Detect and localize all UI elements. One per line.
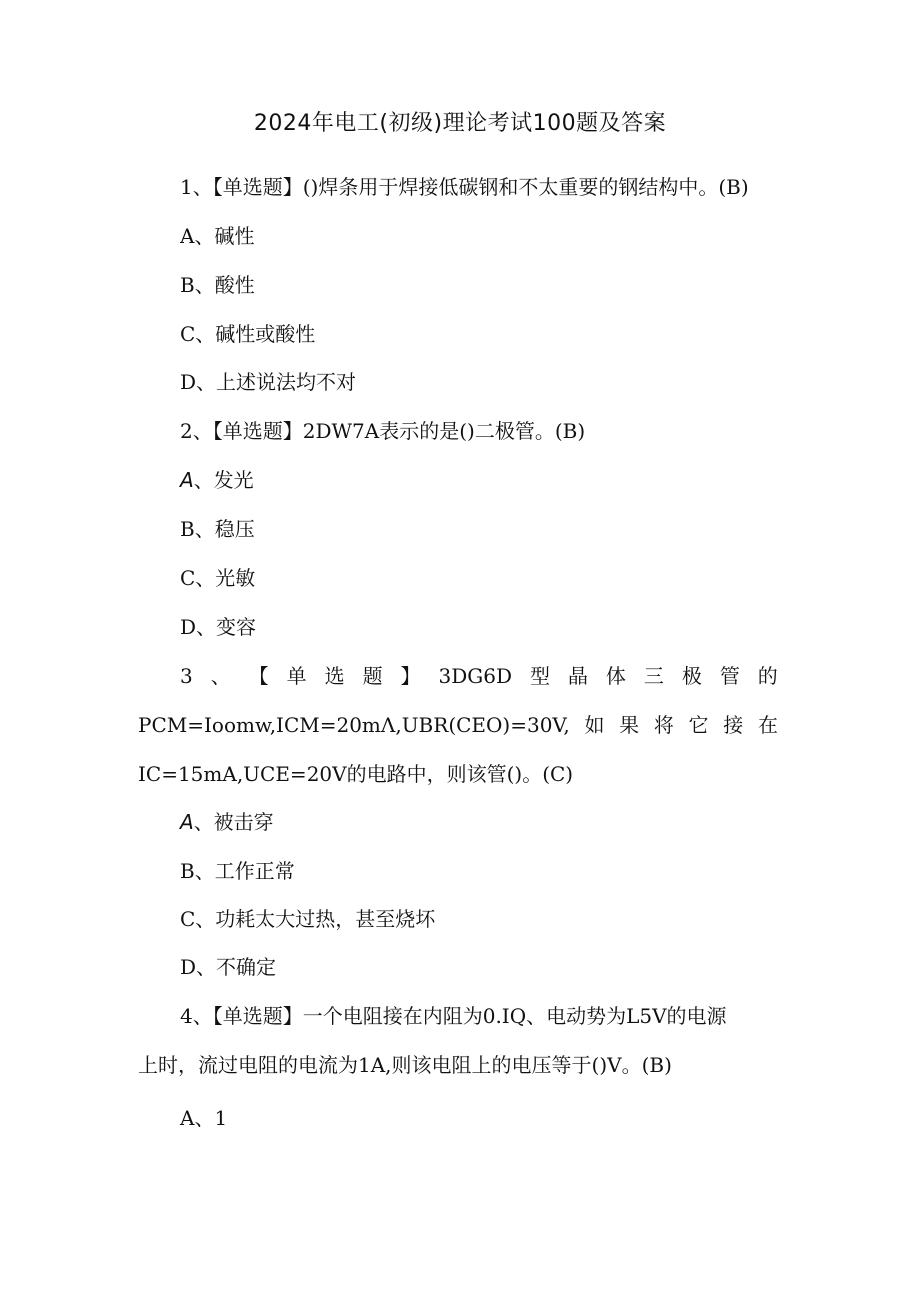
q3-token: 极 bbox=[681, 664, 702, 688]
q3-token: 【 bbox=[248, 664, 269, 688]
q3-token: 晶 bbox=[567, 664, 588, 688]
q3-token: 三 bbox=[643, 664, 664, 688]
q3-token: 接 bbox=[723, 713, 744, 737]
question-2-stem: 2、【单选题】2DW7A表示的是()二极管。(B) bbox=[180, 419, 586, 443]
question-2-option-d: D、变容 bbox=[180, 615, 257, 639]
q3-token: 它 bbox=[688, 713, 709, 737]
question-3-option-c: C、功耗太大过热，甚至烧坏 bbox=[180, 907, 436, 931]
question-2-option-c: C、光敏 bbox=[180, 566, 256, 590]
q3-token: 3DG6D bbox=[438, 664, 513, 688]
question-1-option-c: C、碱性或酸性 bbox=[180, 322, 316, 346]
q3-token: 的 bbox=[757, 664, 778, 688]
q3-token: 如 bbox=[584, 713, 605, 737]
q3-token: 在 bbox=[757, 713, 778, 737]
question-2-option-a bbox=[180, 465, 254, 495]
question-4-stem-line-1: 4、【单选题】一个电阻接在内阻为0.IQ、电动势为L5V的电源 bbox=[180, 1004, 727, 1028]
question-2-option-b: B、稳压 bbox=[180, 517, 255, 541]
question-1-option-d: D、上述说法均不对 bbox=[180, 370, 357, 394]
q3-token: 将 bbox=[653, 713, 674, 737]
question-3-option-a bbox=[180, 807, 274, 837]
question-3-stem-line-2 bbox=[138, 710, 778, 740]
option-text: 、被击穿 bbox=[193, 810, 274, 834]
q3-token: 单 bbox=[286, 664, 307, 688]
q3-token: 果 bbox=[619, 713, 640, 737]
question-3-stem-line-1 bbox=[180, 661, 778, 691]
question-1-option-b: B、酸性 bbox=[180, 273, 255, 297]
question-4-stem-line-2: 上时，流过电阻的电流为1A,则该电阻上的电压等于()V。(B) bbox=[138, 1053, 672, 1077]
page-title: 2024年电工(初级)理论考试100题及答案 bbox=[253, 111, 667, 136]
q3-token: 题 bbox=[362, 664, 383, 688]
question-1-stem: 1、【单选题】()焊条用于焊接低碳钢和不太重要的钢结构中。(B) bbox=[180, 175, 749, 199]
option-text: 、发光 bbox=[193, 468, 254, 492]
question-4-option-a: A、1 bbox=[180, 1106, 228, 1130]
option-letter: A bbox=[180, 468, 194, 492]
q3-token: 管 bbox=[719, 664, 740, 688]
q3-token: 、 bbox=[210, 664, 231, 688]
q3-token: PCM=Ioomw,ICM=20mΛ,UBR(CEO)=30V, bbox=[138, 713, 570, 737]
option-letter: A bbox=[180, 810, 194, 834]
q3-token: 型 bbox=[529, 664, 550, 688]
q3-token: 3 bbox=[180, 664, 193, 688]
q3-token: 选 bbox=[324, 664, 345, 688]
question-3-option-d: D、不确定 bbox=[180, 955, 277, 979]
q3-token: 】 bbox=[400, 664, 421, 688]
question-1-option-a: A、碱性 bbox=[180, 224, 255, 248]
question-3-stem-line-3: IC=15mA,UCE=20V的电路中，则该管()。(C) bbox=[138, 762, 574, 786]
question-3-option-b: B、工作正常 bbox=[180, 859, 295, 883]
q3-token: 体 bbox=[605, 664, 626, 688]
